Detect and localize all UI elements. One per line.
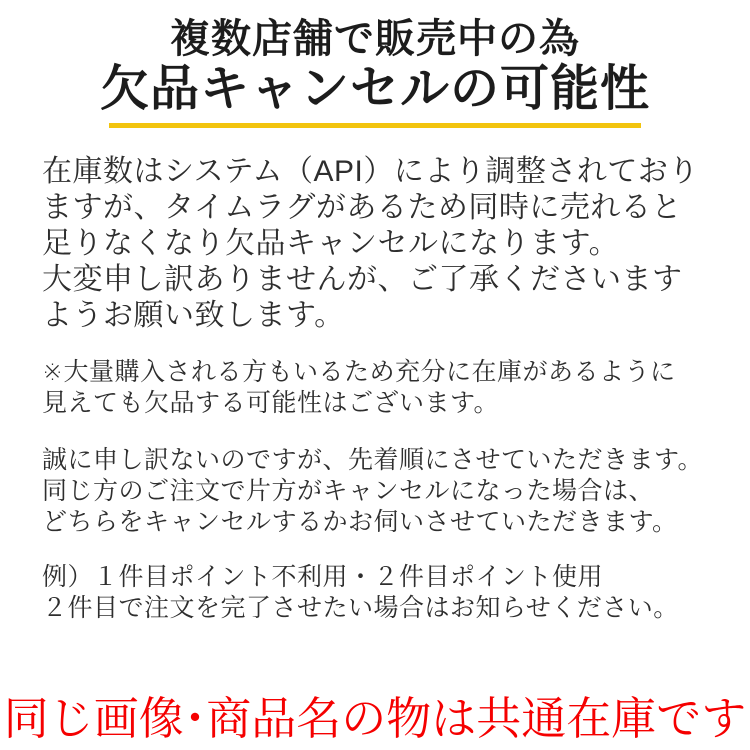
paragraph-first-come-policy: [42, 445, 720, 538]
title-underline: [109, 123, 641, 128]
text-line: 足りなくなり欠品キャンセルになります。: [42, 227, 620, 260]
text-line: 大変申し訳ありませんが、ご了承くださいます: [42, 263, 683, 296]
paragraph-point-usage-example: [42, 562, 720, 624]
paragraph-bulk-purchase-note: [42, 357, 720, 419]
text-line: 在庫数はシステム（API）により調整されており: [42, 155, 699, 188]
paragraph-api-stock-adjustment: [42, 154, 720, 334]
text-line: ２件目で注文を完了させたい場合はお知らせください。: [42, 594, 679, 622]
footer-shared-stock-warning: 同じ画像･商品名の物は共通在庫です: [3, 693, 747, 744]
notice-body: [42, 154, 720, 624]
notice-title: [0, 0, 750, 128]
text-line: 例）１件目ポイント不利用・２件目ポイント使用: [42, 563, 604, 591]
text-line: どちらをキャンセルするかお伺いさせていただきます。: [42, 508, 678, 536]
page-title: [0, 16, 750, 116]
text-line: 誠に申し訳ないのですが、先着順にさせていただきます。: [42, 446, 704, 474]
text-line: ますが、タイムラグがあるため同時に売れると: [42, 191, 682, 224]
text-line: 見えても欠品する可能性はございます。: [42, 389, 500, 417]
text-line: ようお願い致します。: [42, 299, 345, 332]
text-line: ※大量購入される方もいるため充分に在庫があるように: [42, 358, 676, 386]
title-line-1: 複数店舗で販売中の為: [170, 17, 580, 61]
text-line: 同じ方のご注文で片方がキャンセルになった場合は、: [42, 477, 655, 505]
title-line-2: 欠品キャンセルの可能性: [99, 62, 650, 116]
